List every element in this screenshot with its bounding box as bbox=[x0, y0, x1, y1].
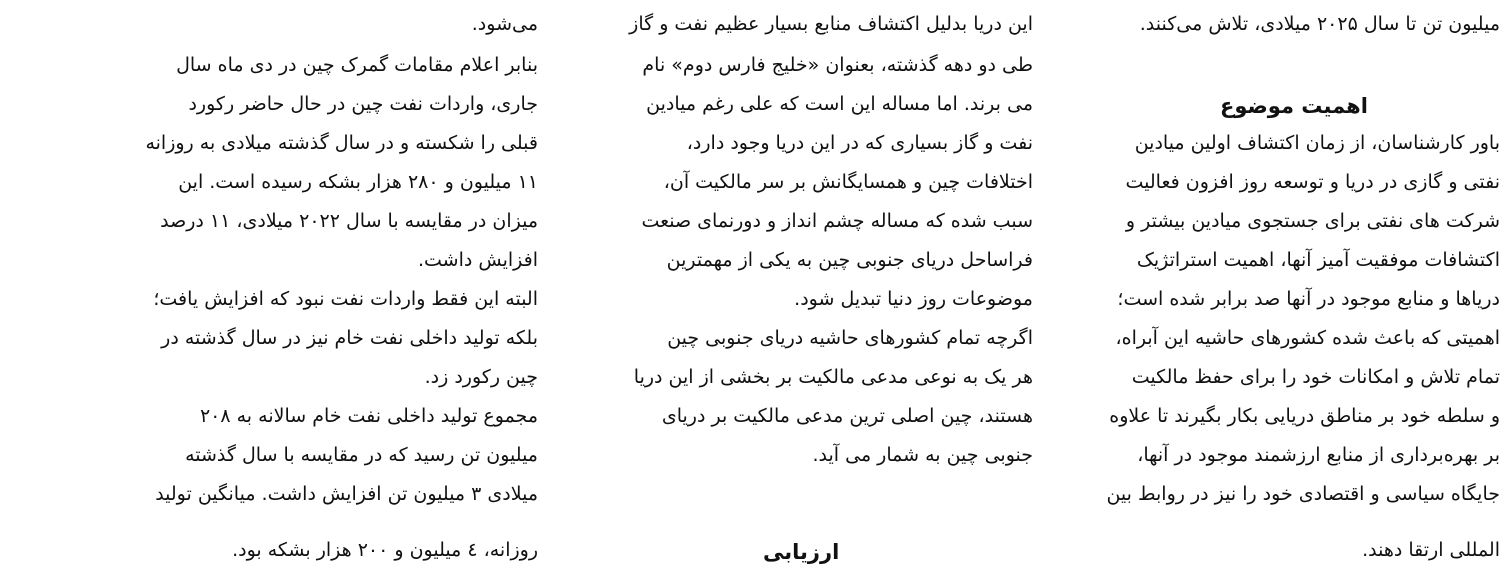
text-line: موضوعات روز دنیا تبدیل شود. bbox=[794, 288, 1033, 310]
text-line: المللی ارتقا دهند. bbox=[1362, 539, 1500, 561]
text-line: می برند. اما مساله این است که علی رغم میادین bbox=[646, 93, 1033, 115]
text-line: شرکت های نفتی برای جستجوی میادین بیشتر و bbox=[1125, 210, 1500, 232]
article-column-middle bbox=[583, 0, 1033, 567]
text-line: هر یک به نوعی مدعی مالکیت بر بخشی از این دریا bbox=[633, 366, 1033, 388]
text-line: جاری، واردات نفت چین در حال حاضر رکورد bbox=[188, 93, 538, 115]
section-heading-importance: اهمیت موضوع bbox=[1220, 94, 1368, 118]
text-line: تمام تلاش و امکانات خود را برای حفظ مالکیت bbox=[1131, 366, 1500, 388]
text-line: بنابر اعلام مقامات گمرک چین در دی ماه سال bbox=[176, 54, 538, 76]
text-line: البته این فقط واردات نفت نبود که افزایش یافت؛ bbox=[153, 288, 538, 310]
text-line: افزایش داشت. bbox=[417, 249, 538, 271]
text-line: اگرچه تمام کشورهای حاشیه دریای جنوبی چین bbox=[667, 327, 1033, 349]
text-line: باور کارشناسان، از زمان اکتشاف اولین میادین bbox=[1134, 132, 1500, 154]
text-line: میلیون تن رسید که در مقایسه با سال گذشته bbox=[185, 444, 538, 466]
text-line: قبلی را شکسته و در سال گذشته میلادی به روزانه bbox=[145, 132, 538, 154]
text-line: اکتشافات موفقیت آمیز آنها، اهمیت استراتژیک bbox=[1136, 249, 1500, 271]
text-line: هستند، چین اصلی ترین مدعی مالکیت بر دریای bbox=[661, 405, 1033, 427]
text-line: اهمیتی که باعث شده کشورهای حاشیه این آبراه، bbox=[1115, 327, 1500, 349]
text-line: بر بهره‌برداری از منابع ارزشمند موجود در آنها، bbox=[1137, 444, 1500, 466]
text-line: میلادی ۳ میلیون تن افزایش داشت. میانگین تولید bbox=[155, 483, 538, 505]
text-line: ۱۱ میلیون و ۲۸۰ هزار بشکه رسیده است. این bbox=[178, 171, 538, 193]
article-column-right bbox=[1040, 0, 1500, 567]
text-line: میلیون تن تا سال ۲۰۲۵ میلادی، تلاش می‌کنند. bbox=[1139, 13, 1500, 35]
text-line: سبب شده که مساله چشم انداز و دورنمای صنعت bbox=[641, 210, 1033, 232]
text-line: چین رکورد زد. bbox=[424, 366, 538, 388]
text-line: مجموع تولید داخلی نفت خام سالانه به ۲۰۸ bbox=[199, 405, 538, 427]
text-line: طی دو دهه گذشته، بعنوان «خلیج فارس دوم» نام bbox=[642, 54, 1033, 76]
text-line: روزانه، ٤ میلیون و ۲۰۰ هزار بشکه بود. bbox=[232, 539, 538, 561]
text-line: اختلافات چین و همسایگانش بر سر مالکیت آن، bbox=[663, 171, 1033, 193]
text-line: می‌شود. bbox=[471, 13, 538, 35]
section-heading-evaluation: ارزیابی bbox=[763, 540, 840, 564]
text-line: این دریا بدلیل اکتشاف منابع بسیار عظیم نفت و گاز bbox=[629, 13, 1033, 35]
text-line: و سلطه خود بر مناطق دریایی بکار بگیرند تا علاوه bbox=[1109, 405, 1500, 427]
article-column-left bbox=[78, 0, 538, 567]
text-line: جنوبی چین به شمار می آید. bbox=[812, 444, 1033, 466]
text-line: دریاها و منابع موجود در آنها صد برابر شده است؛ bbox=[1117, 288, 1500, 310]
text-line: فراساحل دریای جنوبی چین به یکی از مهمترین bbox=[666, 249, 1033, 271]
text-line: جایگاه سیاسی و اقتصادی خود را نیز در روابط بین bbox=[1106, 483, 1500, 505]
text-line: نفتی و گازی در دریا و توسعه روز افزون فعالیت bbox=[1125, 171, 1500, 193]
text-line: بلکه تولید داخلی نفت خام نیز در سال گذشته در bbox=[161, 327, 538, 349]
text-line: نفت و گاز بسیاری که در این دریا وجود دارد، bbox=[686, 132, 1033, 154]
text-line: میزان در مقایسه با سال ۲۰۲۲ میلادی، ۱۱ درصد bbox=[160, 210, 538, 232]
